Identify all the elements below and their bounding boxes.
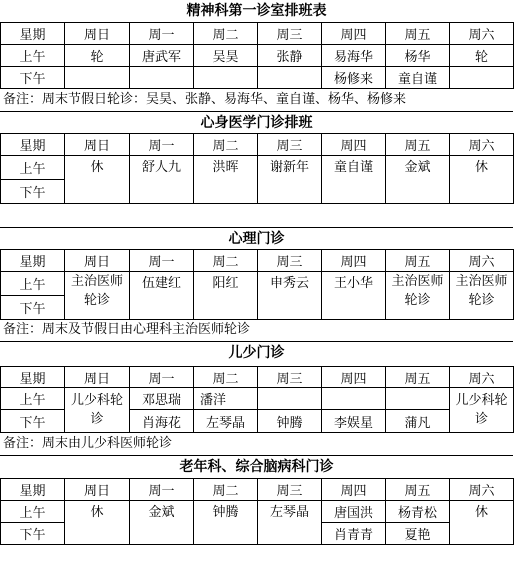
cell-mon: 金斌 (130, 501, 194, 545)
header-sun: 周日 (65, 479, 130, 501)
cell-sat: 儿少科轮诊 (450, 388, 514, 433)
cell-am-thu: 唐国洪 (322, 501, 386, 523)
psychiatry-room1-table (0, 22, 514, 89)
cell-am-tue: 吴昊 (194, 45, 258, 67)
header-fri: 周五 (386, 250, 450, 272)
header-sat: 周六 (450, 23, 514, 45)
am-label: 上午 (1, 272, 65, 296)
header-mon: 周一 (130, 23, 194, 45)
cell-wed: 谢新年 (258, 156, 322, 204)
header-wed: 周三 (258, 479, 322, 501)
am-label: 上午 (1, 501, 65, 523)
cell-thu: 童自谨 (322, 156, 386, 204)
cell-sun: 主治医师轮诊 (65, 272, 130, 320)
cell-tue: 阳红 (194, 272, 258, 320)
header-tue: 周二 (194, 134, 258, 156)
cell-am-sun: 轮 (65, 45, 130, 67)
cell-mon: 伍建红 (130, 272, 194, 320)
psychosomatic-table (0, 133, 514, 204)
cell-pm-fri: 蒲凡 (386, 410, 450, 433)
pm-label: 下午 (1, 296, 65, 320)
header-sat: 周六 (450, 367, 514, 388)
header-wed: 周三 (258, 134, 322, 156)
child-table (0, 366, 514, 433)
geriatric-table (0, 478, 514, 545)
header-wed: 周三 (258, 367, 322, 388)
cell-sun: 休 (65, 156, 130, 204)
cell-pm-sun (65, 67, 130, 89)
cell-pm-fri: 童自谨 (386, 67, 450, 89)
cell-pm-mon: 肖海花 (130, 410, 194, 433)
note-psychiatry-room1: 备注：周末节假日轮诊：吴昊、张静、易海华、童自谨、杨华、杨修来 (3, 92, 407, 107)
header-tue: 周二 (194, 250, 258, 272)
header-weekday: 星期 (1, 479, 65, 501)
cell-am-mon: 邓思瑞 (130, 388, 194, 410)
psychology-table (0, 249, 514, 320)
cell-mon: 舒人九 (130, 156, 194, 204)
cell-thu: 王小华 (322, 272, 386, 320)
pm-label: 下午 (1, 410, 65, 433)
cell-am-wed (258, 388, 322, 410)
cell-sun: 休 (65, 501, 130, 545)
cell-fri: 主治医师轮诊 (386, 272, 450, 320)
note-psychology: 备注：周末及节假日由心理科主治医师轮诊 (3, 322, 251, 337)
cell-tue: 洪晖 (194, 156, 258, 204)
header-thu: 周四 (322, 479, 386, 501)
header-fri: 周五 (386, 367, 450, 388)
header-sat: 周六 (450, 479, 514, 501)
header-fri: 周五 (386, 134, 450, 156)
header-tue: 周二 (194, 23, 258, 45)
cell-am-fri: 杨华 (386, 45, 450, 67)
cell-am-mon: 唐武军 (130, 45, 194, 67)
cell-pm-mon (130, 67, 194, 89)
cell-am-wed: 张静 (258, 45, 322, 67)
cell-sat: 休 (450, 156, 514, 204)
pm-label: 下午 (1, 523, 65, 545)
header-weekday: 星期 (1, 367, 65, 388)
cell-fri: 金斌 (386, 156, 450, 204)
cell-pm-thu: 杨修来 (322, 67, 386, 89)
am-label: 上午 (1, 156, 65, 180)
cell-am-fri (386, 388, 450, 410)
cell-pm-wed: 钟腾 (258, 410, 322, 433)
header-tue: 周二 (194, 479, 258, 501)
note-child: 备注：周末由儿少科医师轮诊 (3, 436, 173, 451)
header-sun: 周日 (65, 250, 130, 272)
cell-pm-tue (194, 67, 258, 89)
header-mon: 周一 (130, 367, 194, 388)
cell-pm-thu: 肖青青 (322, 523, 386, 545)
header-fri: 周五 (386, 479, 450, 501)
section-title-psychology: 心理门诊 (228, 231, 285, 247)
header-fri: 周五 (386, 23, 450, 45)
cell-pm-fri: 夏艳 (386, 523, 450, 545)
cell-sat: 休 (450, 501, 514, 545)
am-label: 上午 (1, 388, 65, 410)
cell-pm-tue: 左琴晶 (194, 410, 258, 433)
cell-am-fri: 杨青松 (386, 501, 450, 523)
header-sat: 周六 (450, 250, 514, 272)
header-sat: 周六 (450, 134, 514, 156)
header-mon: 周一 (130, 250, 194, 272)
header-weekday: 星期 (1, 250, 65, 272)
cell-wed: 申秀云 (258, 272, 322, 320)
header-mon: 周一 (130, 479, 194, 501)
cell-am-thu (322, 388, 386, 410)
header-sun: 周日 (65, 23, 130, 45)
cell-sun: 儿少科轮诊 (65, 388, 130, 433)
header-wed: 周三 (258, 23, 322, 45)
section-title-psychiatry-room1: 精神科第一诊室排班表 (186, 3, 327, 19)
am-label: 上午 (1, 45, 65, 67)
cell-pm-sat (450, 67, 514, 89)
header-sun: 周日 (65, 134, 130, 156)
header-mon: 周一 (130, 134, 194, 156)
cell-pm-thu: 李娱星 (322, 410, 386, 433)
section-title-geriatric: 老年科、综合脑病科门诊 (179, 459, 334, 475)
cell-tue: 钟腾 (194, 501, 258, 545)
pm-label: 下午 (1, 180, 65, 204)
pm-label: 下午 (1, 67, 65, 89)
cell-am-sat: 轮 (450, 45, 514, 67)
header-wed: 周三 (258, 250, 322, 272)
cell-wed: 左琴晶 (258, 501, 322, 545)
header-thu: 周四 (322, 250, 386, 272)
section-title-child: 儿少门诊 (228, 345, 285, 361)
header-thu: 周四 (322, 23, 386, 45)
cell-am-thu: 易海华 (322, 45, 386, 67)
header-sun: 周日 (65, 367, 130, 388)
cell-pm-wed (258, 67, 322, 89)
header-thu: 周四 (322, 134, 386, 156)
cell-sat: 主治医师轮诊 (450, 272, 514, 320)
section-title-psychosomatic: 心身医学门诊排班 (200, 115, 313, 131)
header-weekday: 星期 (1, 23, 65, 45)
cell-am-tue: 潘洋 (194, 388, 258, 410)
header-tue: 周二 (194, 367, 258, 388)
header-thu: 周四 (322, 367, 386, 388)
header-weekday: 星期 (1, 134, 65, 156)
